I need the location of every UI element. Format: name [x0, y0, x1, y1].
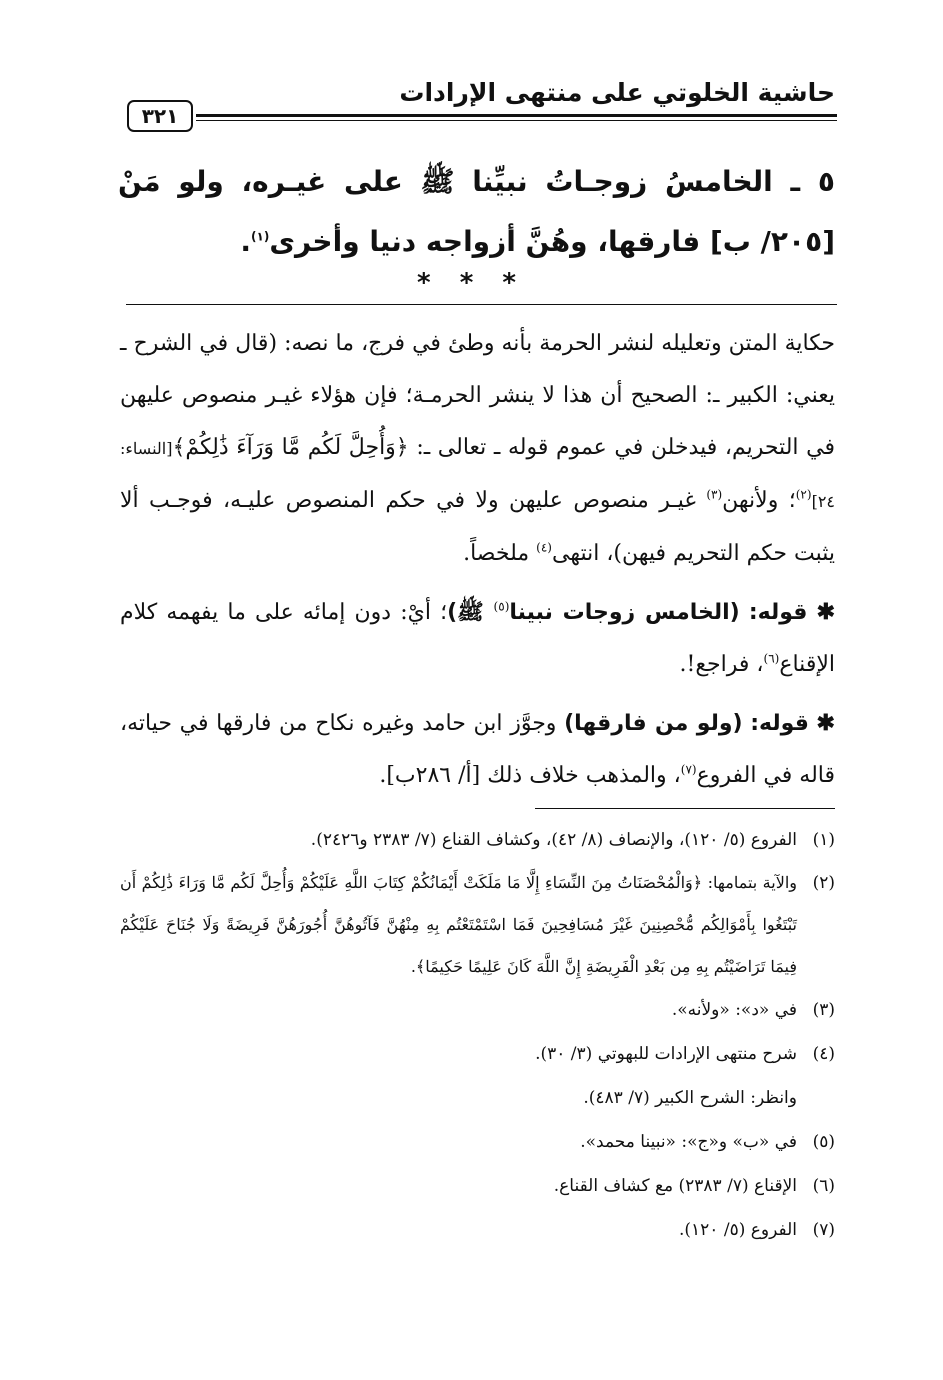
footnote-text: الفروع (٥/ ١٢٠)، والإنصاف (٨/ ٤٢)، وكشاف القناع (٧/ ٢٣٨٣ و٢٤٢٦).: [310, 830, 797, 850]
footnote-ref: (٤): [536, 540, 552, 555]
footnote-item: [120, 1076, 835, 1120]
footnote-text: وانظر: الشرح الكبير (٧/ ٤٨٣).: [583, 1088, 797, 1108]
footnote-ref: (٦): [763, 651, 780, 666]
footnote-item: [120, 1120, 835, 1164]
footnote-rule: [535, 808, 835, 809]
footnote-item: [120, 1208, 835, 1252]
footnote-ref: (٣): [706, 487, 723, 502]
commentary: [120, 318, 835, 808]
footnote-number: (٧): [812, 1220, 835, 1240]
matn-text: [118, 152, 835, 272]
footnote-text: في «ب» و«ج»: «نبينا محمد».: [580, 1132, 797, 1152]
page-number: ٣٢١: [127, 100, 193, 132]
commentary-paragraph: حكاية المتن وتعليله لنشر الحرمة بأنه وطئ في فرج، ما نصه: (قال في الشرح ـ يعني: الكبير ـ: الصحيح أن هذا لا ينشر الحرمـة؛ فإن هؤلاء غيـر منصوص عليهن في التحريم، فيدخلن في عموم قوله ـ تعالى ـ: ﴿وَأُحِلَّ لَكُم مَّا وَرَآءَ ذَٰلِكُمْ﴾[النساء: ٢٤]$^{(٢)}$؛ ولأنهن$^{(٣)}$ غيـر منصوص عليهن ولا في حكم المنصوص عليـه، فوجـب ألا يثبت حكم التحريم فيهن)، انتهى$^{(٤)}$ ملخصاً.: [120, 331, 835, 566]
footnote-number: (٣): [812, 1000, 835, 1020]
footnote-number: (٤): [812, 1044, 835, 1064]
footnote-number: (٥): [812, 1132, 835, 1152]
footnote-item: [120, 988, 835, 1032]
footnote-ref: (٧): [680, 762, 697, 777]
footnote-ref: (٥): [493, 599, 510, 614]
footnote-number: (١): [812, 830, 835, 850]
header-rule: [196, 114, 837, 121]
footnotes: [120, 818, 835, 1252]
footnote-text: الإقناع (٧/ ٢٣٨٣) مع كشاف القناع.: [553, 1176, 797, 1196]
footnote-item: [120, 862, 835, 988]
matn-rule: [126, 304, 837, 305]
commentary-paragraph: ✱ قوله: (ولو من فارقها) وجوَّز ابن حامد وغيره نكاح من فارقها في حياته، قاله في الفروع$^{(٧)}$، والمذهب خلاف ذلك [أ/ ٢٨٦ب].: [120, 710, 835, 788]
footnote-item: [120, 1032, 835, 1076]
section-separator: * * *: [417, 268, 526, 298]
footnote-ref: (١): [251, 229, 270, 244]
footnote-number: (٢): [812, 873, 835, 893]
footnote-number: (٦): [812, 1176, 835, 1196]
footnote-item: [120, 818, 835, 862]
bullet-star-icon: ✱: [816, 710, 835, 736]
footnote-item: [120, 1164, 835, 1208]
quran-reference: [النساء: ٢٤]: [120, 439, 835, 511]
footnote-text: الفروع (٥/ ١٢٠).: [678, 1220, 797, 1240]
footnote-text: في «د»: «ولأنه».: [671, 1000, 797, 1020]
footnote-text: والآية بتمامها: ﴿وَالْمُحْصَنَاتُ مِنَ النِّسَاءِ إِلَّا مَا مَلَكَتْ أَيْمَانُكُمْ كِتَابَ اللَّهِ عَلَيْكُمْ وَأُحِلَّ لَكُم مَّا وَرَاءَ ذَٰلِكُمْ أَن تَبْتَغُوا بِأَمْوَالِكُم مُّحْصِنِينَ غَيْرَ مُسَافِحِينَ فَمَا اسْتَمْتَعْتُم بِهِ مِنْهُنَّ فَآتُوهُنَّ أُجُورَهُنَّ فَرِيضَةً وَلَا جُنَاحَ عَلَيْكُمْ فِيمَا تَرَاضَيْتُم بِهِ مِن بَعْدِ الْفَرِيضَةِ إِنَّ اللَّهَ كَانَ عَلِيمًا حَكِيمًا﴾.: [120, 873, 798, 976]
matn-body: ٥ ـ الخامسُ زوجـاتُ نبيِّنا ﷺ على غيـره، ولو مَنْ [٢٠٥/ ب] فارقها، وهُنَّ أزواجه دنيا وأخرى: [118, 165, 835, 258]
footnote-text: شرح منتهى الإرادات للبهوتي (٣/ ٣٠).: [535, 1044, 797, 1064]
bullet-star-icon: ✱: [816, 599, 836, 625]
running-header-title: حاشية الخلوتي على منتهى الإرادات: [399, 78, 835, 107]
commentary-paragraph: ✱ قوله: (الخامس زوجات نبينا$^{(٥)}$ ﷺ)؛ أيْ: دون إمائه على ما يفهمه كلام الإقناع$^{(٦)}$، فراجع!.: [120, 599, 836, 677]
footnote-ref: (٢): [795, 487, 812, 502]
matn-end: .: [240, 225, 252, 258]
